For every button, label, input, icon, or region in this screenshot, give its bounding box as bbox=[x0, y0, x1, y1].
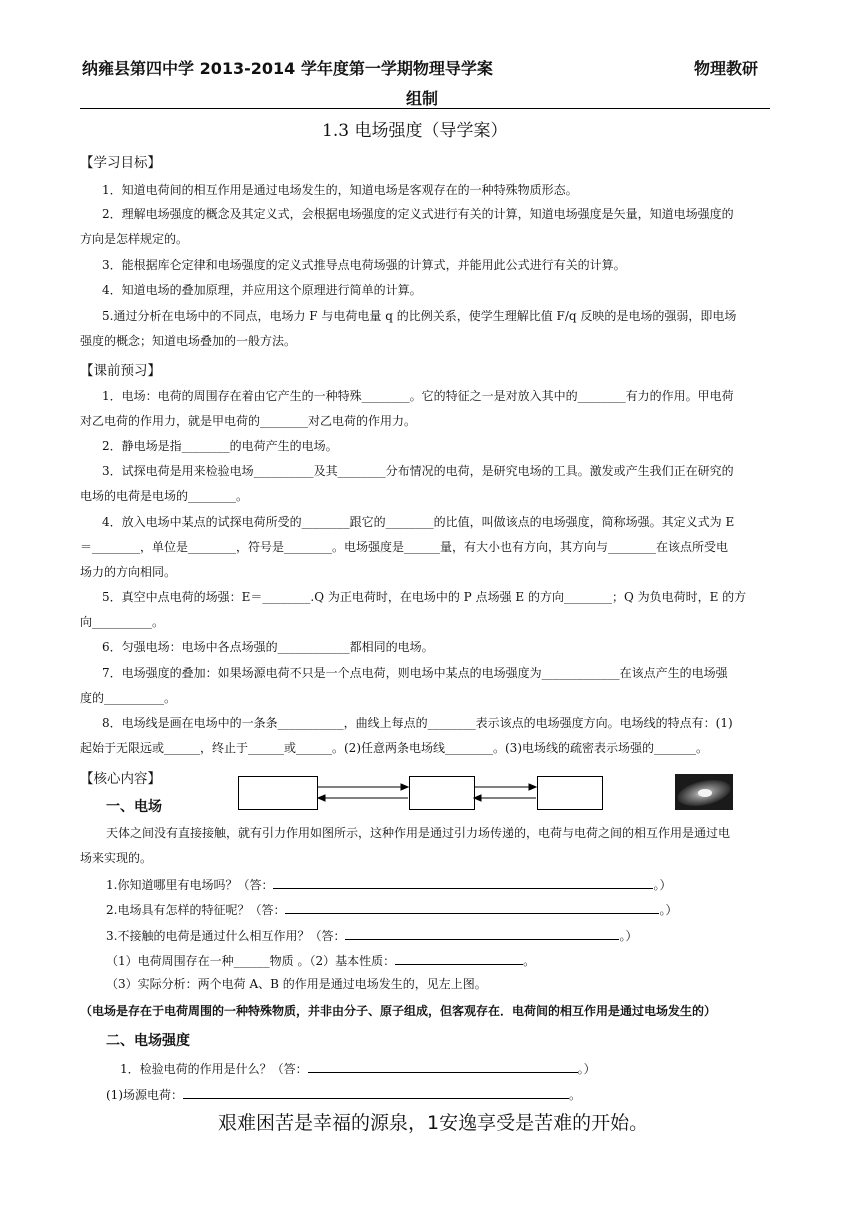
arrow-left-icon bbox=[474, 795, 481, 801]
question-close: 。） bbox=[653, 878, 672, 892]
preview-line: 场力的方向相同。 bbox=[80, 565, 177, 579]
question-4 bbox=[120, 1060, 596, 1076]
goal-line: 3．能根据库仑定律和电场强度的定义式推导点电荷场强的计算式，并能用此公式进行有关的计算。 bbox=[102, 258, 626, 272]
preview-line: 7．电场强度的叠加：如果场源电荷不只是一个点电荷，则电场中某点的电场强度为_____________在该点产生的电场强 bbox=[102, 666, 728, 680]
preview-line: 起始于无限远或______，终止于______或______。(2)任意两条电场线________。(3)电场线的疏密表示场强的_______。 bbox=[80, 741, 708, 755]
preview-line: ＝________，单位是________，符号是________。电场强度是______量，有大小也有方向，其方向与________在该点所受电 bbox=[80, 540, 729, 554]
question-5 bbox=[106, 1086, 581, 1102]
summary-note: （电场是存在于电荷周围的一种特殊物质，并非由分子、原子组成，但客观存在．电荷间的相互作用是通过电场发生的） bbox=[80, 1004, 717, 1018]
goal-line: 2．理解电场强度的概念及其定义式，会根据电场强度的定义式进行有关的计算，知道电场强度是矢量，知道电场强度的 bbox=[102, 207, 734, 221]
preview-line: 5．真空中点电荷的场强：E＝________.Q 为正电荷时，在电场中的 P 点场强 E 的方向________；Q 为负电荷时，E 的方 bbox=[102, 590, 747, 604]
goals-heading: 【学习目标】 bbox=[80, 155, 161, 171]
question-4-text: 1．检验电荷的作用是什么？（答： bbox=[120, 1062, 308, 1076]
preview-heading: 【课前预习】 bbox=[80, 363, 161, 379]
answer-blank[interactable] bbox=[285, 901, 659, 914]
school-header: 纳雍县第四中学 2013-2014 学年度第一学期物理导学案 bbox=[82, 59, 493, 78]
arrow-left-icon bbox=[318, 795, 325, 801]
dept-label: 物理教研 bbox=[694, 59, 759, 78]
header-rule bbox=[80, 108, 770, 109]
item-1 bbox=[106, 952, 535, 968]
goal-line: 1．知道电荷间的相互作用是通过电场发生的，知道电场是客观存在的一种特殊物质形态。 bbox=[102, 183, 578, 197]
core-heading: 【核心内容】 bbox=[80, 771, 161, 787]
question-3 bbox=[106, 927, 637, 943]
motto-footer: 艰难困苦是幸福的源泉，1安逸享受是苦难的开始。 bbox=[218, 1112, 649, 1134]
answer-blank[interactable] bbox=[308, 1060, 578, 1073]
section-1-title: 一、电场 bbox=[106, 799, 162, 815]
arrow-right-icon bbox=[401, 784, 408, 790]
charge-a-box bbox=[238, 776, 318, 810]
intro-para-cont: 场来实现的。 bbox=[80, 851, 153, 865]
preview-line: 1．电场：电荷的周围存在着由它产生的一种特殊________。它的特征之一是对放入其中的________有力的作用。甲电荷 bbox=[102, 389, 734, 403]
answer-blank[interactable] bbox=[395, 952, 523, 965]
preview-line: 度的__________。 bbox=[80, 691, 177, 705]
preview-line: 对乙电荷的作用力，就是甲电荷的________对乙电荷的作用力。 bbox=[80, 414, 417, 428]
question-1 bbox=[106, 876, 671, 892]
question-close: 。） bbox=[619, 929, 638, 943]
intro-para: 天体之间没有直接接触，就有引力作用如图所示，这种作用是通过引力场传递的，电荷与电荷之间的相互作用是通过电 bbox=[106, 826, 731, 840]
question-2-text: 2.电场具有怎样的特征呢？（答： bbox=[106, 903, 286, 917]
preview-line: 6．匀强电场：电场中各点场强的____________都相同的电场。 bbox=[102, 640, 434, 654]
goal-line: 方向是怎样规定的。 bbox=[80, 232, 189, 246]
answer-blank[interactable] bbox=[345, 927, 619, 940]
galaxy-icon bbox=[675, 774, 733, 810]
question-close: 。） bbox=[577, 1062, 596, 1076]
dept-label-cont: 组制 bbox=[406, 89, 439, 108]
item-1-end: 。 bbox=[523, 954, 536, 968]
preview-line: 电场的电荷是电场的________。 bbox=[80, 489, 249, 503]
question-2 bbox=[106, 901, 677, 917]
question-close: 。） bbox=[659, 903, 678, 917]
preview-line: 向__________。 bbox=[80, 615, 165, 629]
field-arrows bbox=[316, 776, 538, 810]
section-2-title: 二、电场强度 bbox=[106, 1033, 190, 1049]
question-1-text: 1.你知道哪里有电场吗？（答： bbox=[106, 878, 274, 892]
page-title: 1.3 电场强度（导学案） bbox=[322, 121, 508, 141]
goal-line: 5.通过分析在电场中的不同点，电场力 F 与电荷电量 q 的比例关系，使学生理解比值 F/q 反映的是电场的强弱，即电场 bbox=[102, 309, 737, 323]
goal-line: 4．知道电场的叠加原理，并应用这个原理进行简单的计算。 bbox=[102, 283, 422, 297]
preview-line: 8．电场线是画在电场中的一条条___________，曲线上每点的________表示该点的电场强度方向。电场线的特点有：(1) bbox=[102, 716, 733, 730]
item-1-text: （1）电荷周围存在一种______物质 。（2）基本性质： bbox=[106, 954, 396, 968]
arrow-right-icon bbox=[529, 784, 536, 790]
question-3-text: 3.不接触的电荷是通过什么相互作用？（答： bbox=[106, 929, 346, 943]
answer-blank[interactable] bbox=[183, 1086, 569, 1099]
charge-b-box bbox=[537, 776, 603, 810]
question-5-text: (1)场源电荷： bbox=[106, 1088, 183, 1102]
preview-line: 3．试探电荷是用来检验电场__________及其________分布情况的电荷，是研究电场的工具。激发或产生我们正在研究的 bbox=[102, 464, 734, 478]
preview-line: 4．放入电场中某点的试探电荷所受的________跟它的________的比值，叫做该点的电场强度，简称场强。其定义式为 E bbox=[102, 515, 735, 529]
question-5-end: 。 bbox=[569, 1088, 582, 1102]
answer-blank[interactable] bbox=[273, 876, 653, 889]
goal-line: 强度的概念；知道电场叠加的一般方法。 bbox=[80, 334, 297, 348]
preview-line: 2．静电场是指________的电荷产生的电场。 bbox=[102, 439, 338, 453]
item-3: （3）实际分析：两个电荷 A、B 的作用是通过电场发生的，见左上图。 bbox=[106, 977, 487, 991]
